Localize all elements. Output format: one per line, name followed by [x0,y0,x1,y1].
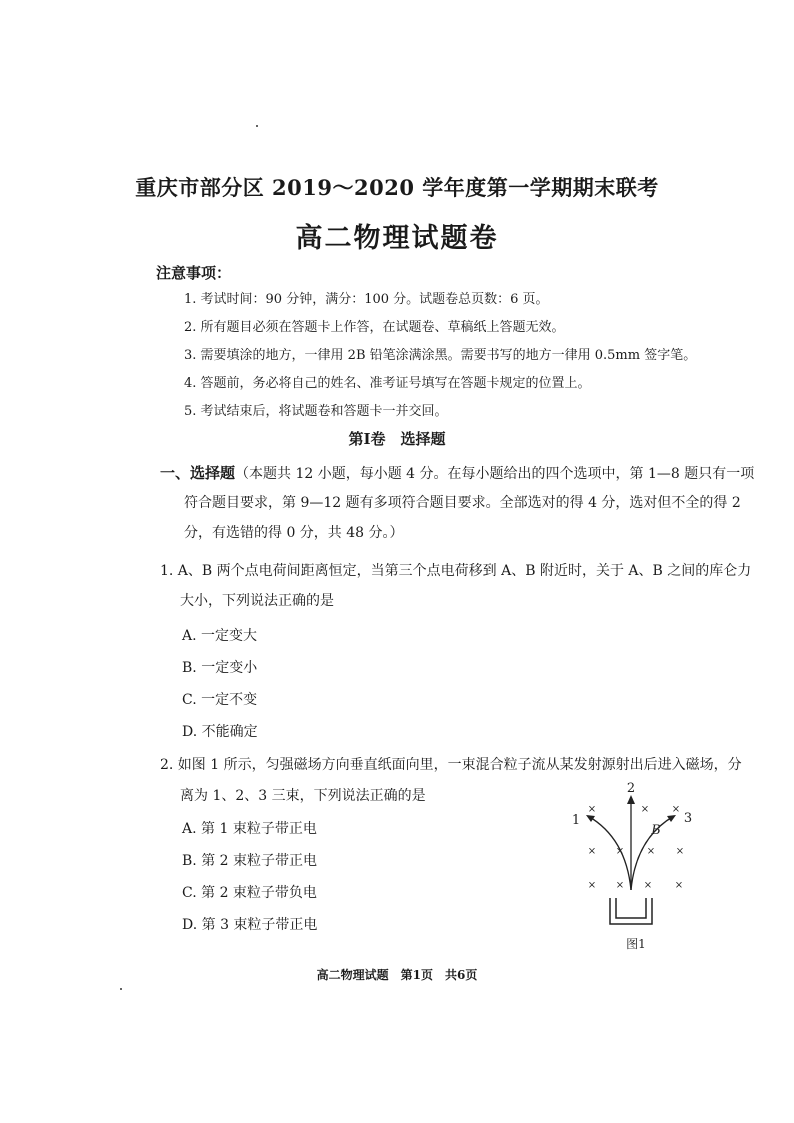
field-cross-mark: × [675,846,685,857]
field-cross-mark: × [671,804,681,815]
beam-1-label: 1 [571,813,581,828]
field-cross-mark: × [674,880,684,891]
field-cross-mark: × [587,880,597,891]
speck [256,125,258,127]
field-cross-mark: × [643,880,653,891]
question-1-stem: 1. A、B 两个点电荷间距离恒定，当第三个点电荷移到 A、B 附近时，关于 A、B 之间的库仑力 [160,563,752,579]
field-cross-mark: × [587,804,597,815]
beam-3-label: 3 [683,811,693,826]
speck [120,988,122,990]
beam-2-label: 2 [626,781,636,796]
question-1-stem: 大小，下列说法正确的是 [180,593,334,609]
question-2-stem: 2. 如图 1 所示，匀强磁场方向垂直纸面向里，一束混合粒子流从某发射源射出后进入磁场，分 [160,757,742,773]
paper-subject-title: 高二物理试题卷 [295,223,499,254]
figure-1-magnetic-field [566,778,706,954]
part-one-line: 分，有选错的得 0 分，共 48 分。） [184,525,404,541]
question-1-option-a: A. 一定变大 [182,628,258,644]
notice-item: 2. 所有题目必须在答题卡上作答，在试题卷、草稿纸上答题无效。 [184,320,565,335]
question-2-stem: 离为 1、2、3 三束，下列说法正确的是 [180,788,426,804]
question-2-option-a: A. 第 1 束粒子带正电 [182,821,317,837]
field-cross-mark: × [640,804,650,815]
part-one-line: （本题共 12 小题，每小题 4 分。在每小题给出的四个选项中，第 1—8 题只有一项 [235,466,755,482]
notice-item: 4. 答题前，务必将自己的姓名、准考证号填写在答题卡规定的位置上。 [184,376,591,391]
field-cross-mark: × [646,846,656,857]
field-cross-mark: × [615,880,625,891]
section-title: 第Ⅰ卷 选择题 [348,430,446,448]
magnetic-field-label: B [651,823,661,838]
beam-3-arrowhead [667,815,676,822]
notice-item: 5. 考试结束后，将试题卷和答题卡一并交回。 [184,404,448,419]
part-one-line: 符合题目要求，第 9—12 题有多项符合题目要求。全部选对的得 4 分，选对但不全的得 2 [184,495,741,511]
page-footer: 高二物理试题 第1页 共6页 [316,968,478,982]
beam-1-arrowhead [586,815,595,822]
beam-2-arrowhead [627,795,635,804]
question-1-option-c: C. 一定不变 [182,692,258,708]
question-2-option-b: B. 第 2 束粒子带正电 [182,853,317,869]
question-2-option-c: C. 第 2 束粒子带负电 [182,885,317,901]
question-2-option-d: D. 第 3 束粒子带正电 [182,917,318,933]
part-one-instructions [160,462,754,483]
question-1-option-d: D. 不能确定 [182,724,258,740]
question-1-option-b: B. 一定变小 [182,660,258,676]
emission-source [610,898,652,924]
notice-item: 3. 需要填涂的地方，一律用 2B 铅笔涂满涂黑。需要书写的地方一律用 0.5mm 签字笔。 [184,348,697,363]
notice-heading: 注意事项： [156,264,232,282]
part-one-label: 一、选择题 [160,464,236,482]
figure-caption: 图1 [626,937,646,951]
field-cross-mark: × [615,846,625,857]
exam-title: 重庆市部分区 2019～2020 学年度第一学期期末联考 [135,175,659,200]
field-cross-mark: × [587,846,597,857]
notice-item: 1. 考试时间：90 分钟，满分：100 分。试题卷总页数：6 页。 [184,292,549,307]
